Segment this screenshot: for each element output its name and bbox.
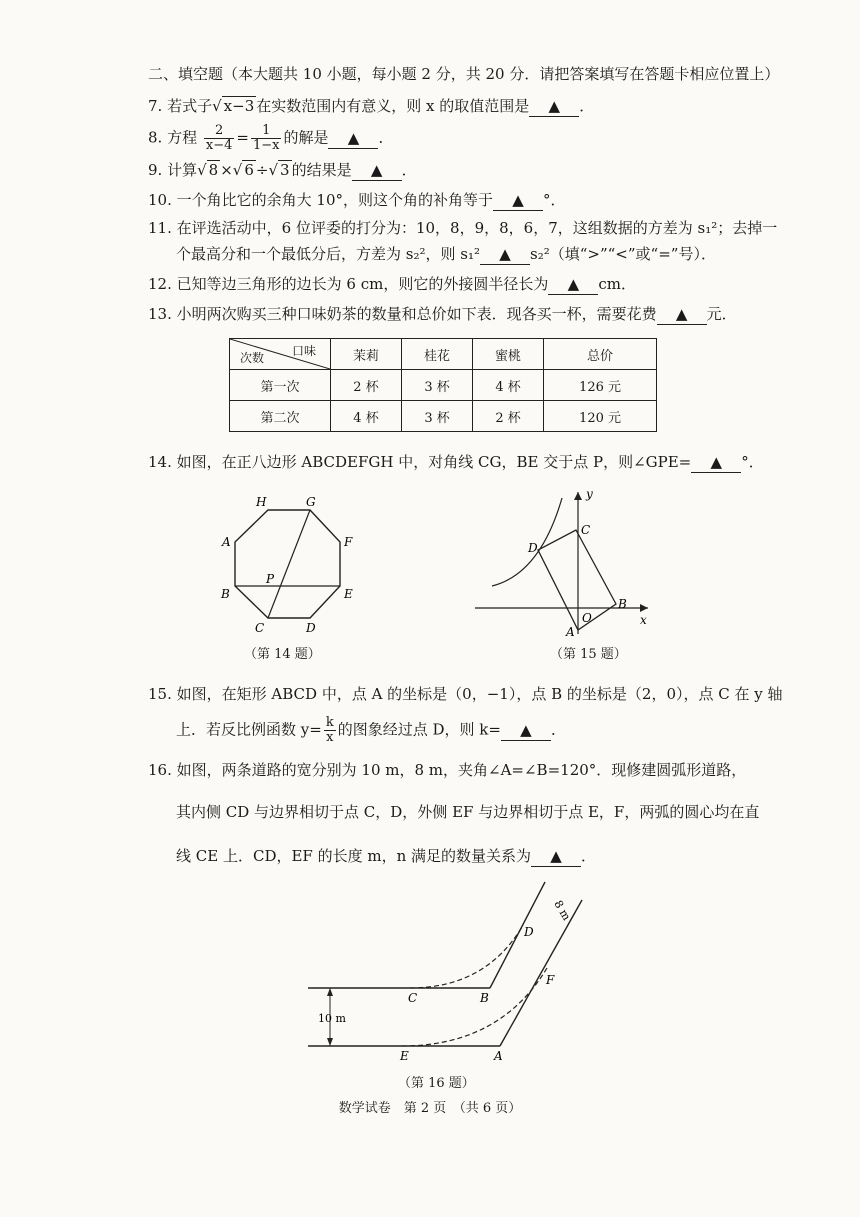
question-11-cont: 个最高分和一个最低分后，方差为 s₂²，则 s₁² ▲ s₂²（填“>”“<”或“=”号）． [176,245,716,263]
row-label: 第一次 [230,370,331,401]
fraction: $\frac{k}{x}$ [325,715,334,745]
section-title: 二、填空题（本大题共 10 小题，每小题 2 分，共 20 分．请把答案填写在答题卡相应位置上） [148,65,780,83]
table-header: 总价 [544,339,657,370]
question-10: 10. 一个角比它的余角大 10°，则这个角的补角等于 ▲ °． [148,191,566,209]
question-12: 12. 已知等边三角形的边长为 6 cm，则它的外接圆半径长为 ▲ cm． [148,275,636,293]
table-header-row [230,339,657,370]
table-header: 桂花 [402,339,473,370]
label-C: C [255,621,265,635]
label-E: E [344,587,353,601]
answer-blank: ▲ [328,128,378,149]
question-16-cont-2: 线 CE 上．CD，EF 的长度 m，n 满足的数量关系为 ▲ ． [176,847,597,865]
figure-14-octagon [200,490,380,650]
label-E: E [400,1049,409,1063]
table-corner-cell: 口味 次数 [230,339,331,370]
table-cell: 4 杯 [473,370,544,401]
answer-blank: ▲ [480,244,530,265]
table-cell: 120 元 [544,401,657,432]
question-9: 9. 计算√ 8 ×√ 6 ÷√ 3 的结果是 ▲ ． [148,161,417,179]
answer-blank: ▲ [493,190,543,211]
table-cell: 126 元 [544,370,657,401]
label-x: x [640,613,647,627]
question-14: 14. 如图，在正八边形 ABCDEFGH 中，对角线 CG，BE 交于点 P，则∠GPE= ▲ °． [148,453,764,471]
answer-blank: ▲ [501,720,551,741]
page-footer: 数学试卷 第 2 页 （共 6 页） [338,1101,522,1116]
figure-15-graph [470,484,660,644]
figure-16-caption: （第 16 题） [398,1076,475,1091]
table-cell: 3 杯 [402,370,473,401]
label-A: A [222,535,231,549]
row-label: 第二次 [230,401,331,432]
answer-blank: ▲ [657,304,707,325]
question-11: 11. 在评选活动中，6 位评委的打分为：10，8，9，8，6，7，这组数据的方差为 s₁²；去掉一 [148,219,778,237]
label-B: B [618,597,627,611]
table-cell: 2 杯 [331,370,402,401]
label-A: A [566,625,575,639]
question-16: 16. 如图，两条道路的宽分别为 10 m，8 m，夹角∠A=∠B=120°．现修建圆弧形道路， [148,761,747,779]
answer-blank: ▲ [352,160,402,181]
road-width-8: 8 m [551,898,574,923]
label-P: P [266,572,275,586]
label-D: D [306,621,316,635]
fraction: $\frac{2}{x-4}$ [205,123,233,153]
table-row [230,401,657,432]
answer-blank: ▲ [529,96,579,117]
table-cell: 2 杯 [473,401,544,432]
question-15: 15. 如图，在矩形 ABCD 中，点 A 的坐标是（0，−1），点 B 的坐标是（2，0），点 C 在 y 轴 [148,685,783,703]
question-13: 13. 小明两次购买三种口味奶茶的数量和总价如下表．现各买一杯，需要花费 ▲ 元． [148,305,737,323]
label-C: C [581,523,591,537]
label-C: C [408,991,418,1005]
label-O: O [582,611,592,625]
figure-15-caption: （第 15 题） [550,647,627,662]
table-row [230,370,657,401]
label-D: D [528,541,538,555]
answer-blank: ▲ [548,274,598,295]
label-F: F [344,535,353,549]
answer-blank: ▲ [531,846,581,867]
table-cell: 4 杯 [331,401,402,432]
label-F: F [546,973,555,987]
label-B: B [480,991,489,1005]
question-16-cont-1: 其内侧 CD 与边界相切于点 C，D，外侧 EF 与边界相切于点 E，F，两弧的圆心均在直 [176,803,760,821]
answer-blank: ▲ [691,452,741,473]
label-y: y [586,487,593,501]
milk-tea-table [229,338,657,432]
label-B: B [221,587,230,601]
fraction: $\frac{1}{1-x}$ [252,123,280,153]
label-D: D [524,925,534,939]
road-width-10: 10 m [318,1012,346,1025]
label-G: G [306,495,316,509]
label-H: H [256,495,267,509]
figure-16-roads [300,870,600,1070]
question-15-cont: 上．若反比例函数 y= $\frac{k}{x}$ 的图象经过点 D，则 k= ▲ ． [176,715,566,745]
question-8: 8. 方程 $\frac{2}{x-4}$ = $\frac{1}{1-x}$ 的解是 ▲ ． [148,123,394,153]
table-cell: 3 杯 [402,401,473,432]
question-7: 7. 若式子√ x−3 在实数范围内有意义，则 x 的取值范围是 ▲ ． [148,97,595,115]
table-header: 蜜桃 [473,339,544,370]
label-A: A [494,1049,503,1063]
table-header: 茉莉 [331,339,402,370]
figure-14-caption: （第 14 题） [244,647,321,662]
